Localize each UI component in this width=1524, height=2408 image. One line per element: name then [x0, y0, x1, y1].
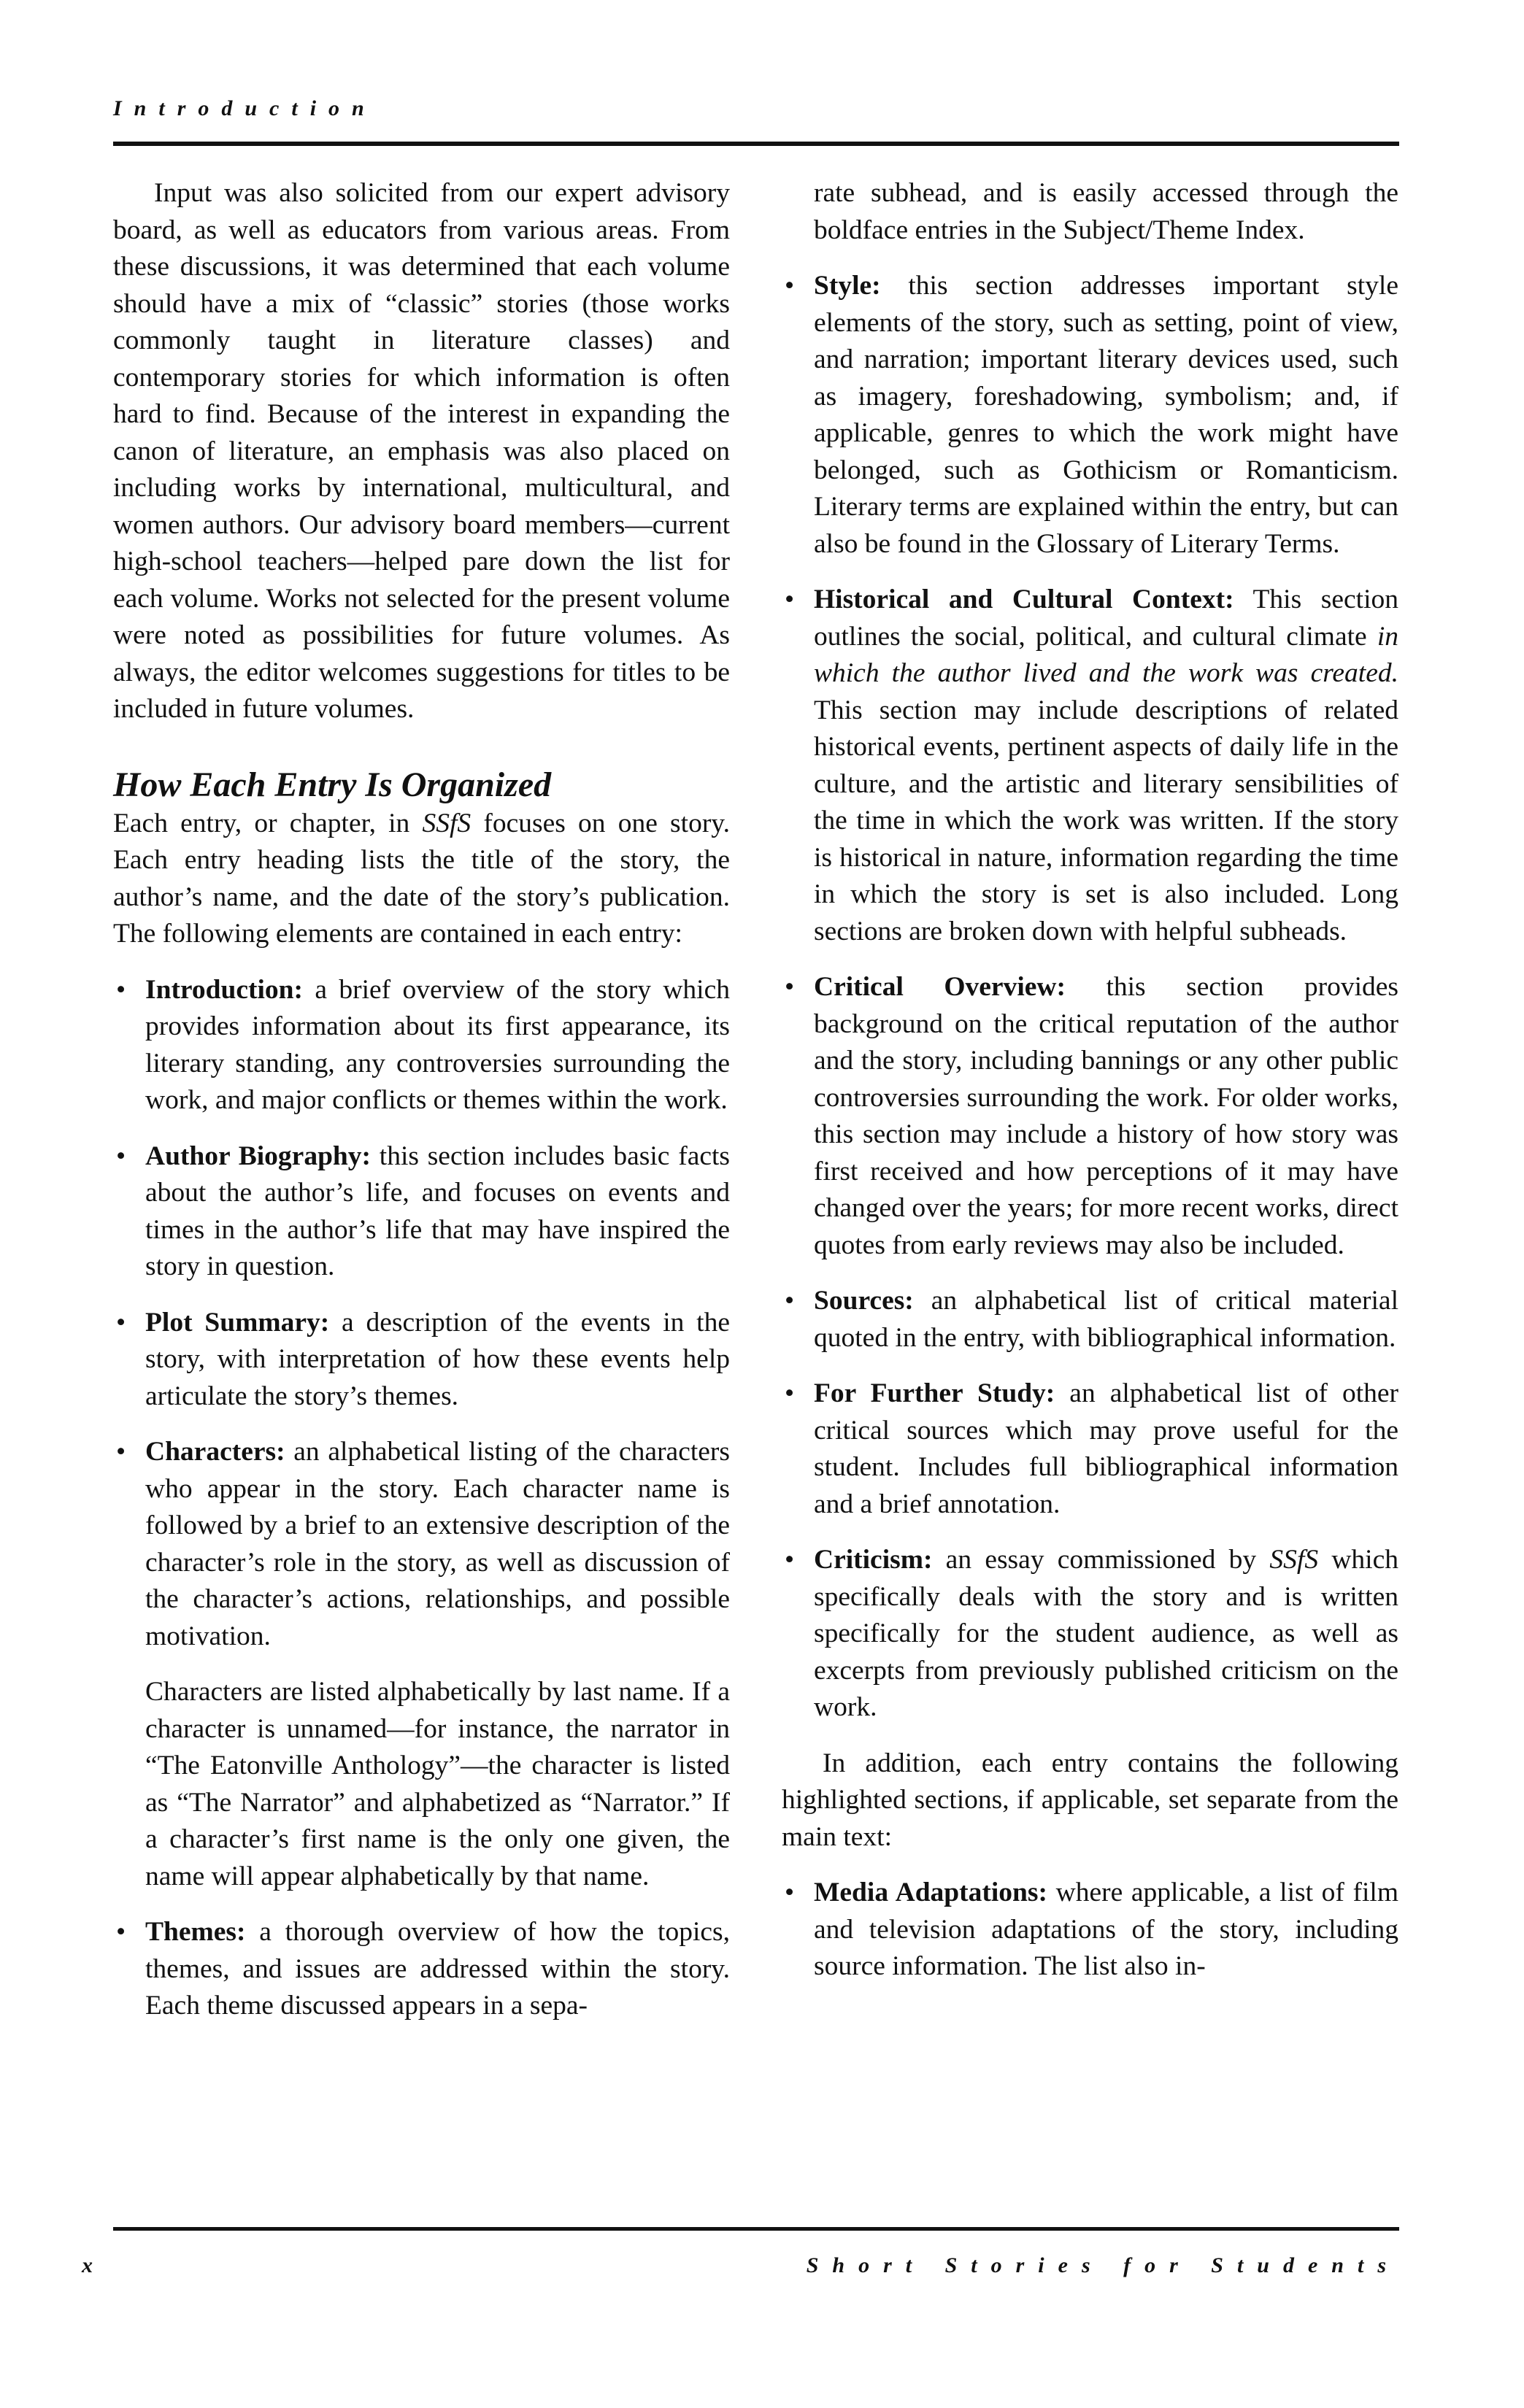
term: Critical Overview: — [814, 972, 1066, 1002]
addition-paragraph: In addition, each entry contains the following highlighted sections, if applicable, set separate from the main text: — [782, 1748, 1398, 1852]
description: a brief overview of the story which provides information about its first appearance, its literary standing, any controversies surrounding the work, and major conflicts or themes within the work. — [145, 974, 730, 1115]
bullet-icon: • — [785, 271, 795, 301]
term: Historical and Cultural Context: — [814, 584, 1234, 614]
text: Each entry, or chapter, in — [113, 808, 423, 838]
text: focuses on one story. Each entry heading lists the title of the story, the author’s name, and the date of the story’s publication. The following elements are contained in each entry: — [113, 808, 730, 949]
term: Characters: — [145, 1437, 285, 1467]
description: an alphabetical list of critical material quoted in the entry, with bibliographical information. — [814, 1286, 1398, 1353]
book-title: Short Stories for Students — [806, 2253, 1400, 2277]
description: This section may include descriptions of related historical events, pertinent aspects of daily life in the culture, and the artistic and literary sensibilities of the time in which the work was written. If the story is historical in nature, information regarding the time in which the story is set is also included. Long sections are broken down with helpful subheads. — [814, 695, 1398, 946]
abbreviation: SSfS — [422, 808, 472, 838]
description: where applicable, a list of film and television adaptations of the story, including source information. The list also in- — [814, 1878, 1399, 1981]
description-italic: in which the author lived and the work was created. — [814, 621, 1398, 688]
bullet-icon: • — [116, 1437, 126, 1467]
bullet-icon: • — [116, 1917, 126, 1947]
bullet-icon: • — [785, 1378, 795, 1408]
page-number: x — [82, 2253, 93, 2277]
term: Media Adaptations: — [814, 1878, 1047, 1907]
description: an essay commissioned by — [932, 1545, 1270, 1575]
description: an alphabetical list of other critical sources which may prove useful for the student. Includes full bibliographical information and a brief annotation. — [814, 1378, 1398, 1519]
bullet-further-study — [782, 1375, 1398, 1523]
bullet-characters — [113, 1434, 730, 1655]
bullet-historical-context — [782, 582, 1398, 950]
bullet-icon: • — [785, 1545, 795, 1575]
abbreviation: SSfS — [1269, 1545, 1319, 1575]
bullet-criticism — [782, 1542, 1398, 1726]
bullet-style — [782, 268, 1398, 563]
bullet-author-biography — [113, 1138, 730, 1286]
bullet-icon: • — [785, 972, 795, 1002]
term: Author Biography: — [145, 1141, 372, 1171]
left-column — [113, 175, 730, 2025]
intro-paragraph: Input was also solicited from our expert advisory board, as well as educators from various areas. From these discussions, it was determined that each volume should have a mix of “classic” stories (those works commonly taught in literature classes) and contemporary stories for which information is often hard to find. Because of the interest in expanding the canon of literature, an emphasis was also placed on including works by international, multicultural, and women authors. Our advisory board members—current high-school teachers—helped pare down the list for each volume. Works not selected for the present volume were noted as possibilities for future volumes. As always, the editor welcomes suggestions for titles to be included in future volumes. — [113, 178, 730, 724]
bullet-introduction — [113, 972, 730, 1119]
description: a thorough overview of how the topics, themes, and issues are addressed within the story. Each theme discussed appears in a sepa- — [145, 1917, 730, 2021]
description: this section addresses important style elements of the story, such as setting, point of view, and narration; important literary devices used, such as imagery, foreshadowing, symbolism; and, if applicable, genres to which the work might have belonged, such as Gothicism or Romanticism. Literary terms are explained within the entry, but can also be found in the Glossary of Literary Terms. — [814, 271, 1398, 559]
bullet-icon: • — [116, 1307, 126, 1338]
description: this section provides background on the critical reputation of the author and the story, including bannings or any other public controversies surrounding the work. For older works, this section may include a history of how story was first received and how perceptions of it may have changed over the years; for more recent works, direct quotes from early reviews may also be included. — [814, 972, 1398, 1260]
characters-note: Characters are listed alphabetically by last name. If a character is unnamed—for instance, the narrator in “The Eatonville Anthology”—the character is listed as “The Narrator” and alphabetized as “Narrator.” If a character’s first name is the only one given, the name will appear alphabetically by that name. — [145, 1677, 730, 1891]
bullet-icon: • — [785, 584, 795, 614]
bullet-icon: • — [116, 974, 126, 1005]
header-rule — [113, 142, 1399, 146]
organization-paragraph — [113, 806, 730, 953]
description: This section outlines the social, political, and cultural climate — [814, 584, 1398, 652]
bullet-critical-overview — [782, 969, 1398, 1264]
bullet-plot-summary — [113, 1305, 730, 1416]
term: Sources: — [814, 1286, 914, 1316]
description: a description of the events in the story, with interpretation of how these events help articulate the story’s themes. — [145, 1307, 730, 1411]
term: Style: — [814, 271, 881, 301]
right-column — [782, 175, 1398, 1986]
bullet-sources — [782, 1283, 1398, 1357]
themes-continuation: rate subhead, and is easily accessed through the boldface entries in the Subject/Theme Index. — [814, 178, 1398, 245]
bullet-themes — [113, 1914, 730, 2025]
bullet-icon: • — [785, 1878, 795, 1907]
term: Criticism: — [814, 1545, 933, 1575]
term: Introduction: — [145, 974, 304, 1005]
term: Themes: — [145, 1917, 246, 1947]
term: Plot Summary: — [145, 1307, 330, 1338]
bullet-icon: • — [785, 1286, 795, 1316]
description: which specifically deals with the story and is written specifically for the student audience, as well as excerpts from previously published criticism on the work. — [814, 1545, 1398, 1722]
running-head: Introduction — [113, 96, 377, 120]
bullet-media-adaptations — [782, 1875, 1398, 1986]
description: an alphabetical listing of the characters who appear in the story. Each character name is followed by a brief to an extensive description of the character’s role in the story, as well as discussion of the character’s actions, relationships, and possible motivation. — [145, 1437, 730, 1651]
footer-rule — [113, 2227, 1399, 2231]
description: this section includes basic facts about the author’s life, and focuses on events and times in the author’s life that may have inspired the story in question. — [145, 1141, 730, 1281]
section-heading: How Each Entry Is Organized — [113, 765, 552, 804]
term: For Further Study: — [814, 1378, 1055, 1408]
bullet-icon: • — [116, 1141, 126, 1171]
